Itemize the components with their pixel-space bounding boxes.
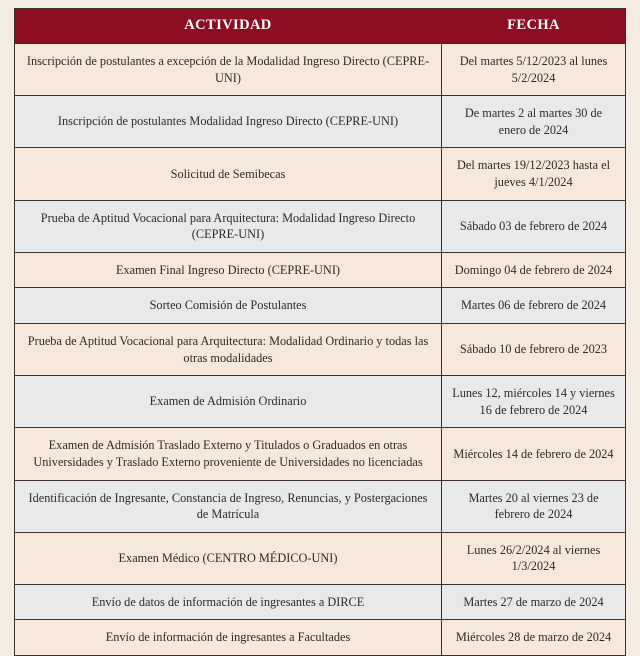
table-body bbox=[15, 44, 626, 656]
cell-date: Miércoles 28 de marzo de 2024 bbox=[442, 620, 626, 656]
table-row bbox=[15, 288, 626, 324]
cell-date: Martes 20 al viernes 23 de febrero de 2024 bbox=[442, 480, 626, 532]
table-row bbox=[15, 200, 626, 252]
cell-activity: Examen Final Ingreso Directo (CEPRE-UNI) bbox=[15, 252, 442, 288]
cell-activity: Envío de datos de información de ingresantes a DIRCE bbox=[15, 584, 442, 620]
cell-activity: Examen Médico (CENTRO MÉDICO-UNI) bbox=[15, 532, 442, 584]
cell-activity: Inscripción de postulantes a excepción de la Modalidad Ingreso Directo (CEPRE-UNI) bbox=[15, 44, 442, 96]
cell-activity: Inscripción de postulantes Modalidad Ingreso Directo (CEPRE-UNI) bbox=[15, 96, 442, 148]
cell-date: Sábado 10 de febrero de 2023 bbox=[442, 323, 626, 375]
cell-date: Del martes 19/12/2023 hasta el jueves 4/1/2024 bbox=[442, 148, 626, 200]
table-row bbox=[15, 376, 626, 428]
column-header-date: FECHA bbox=[442, 9, 626, 44]
table-header bbox=[15, 9, 626, 44]
cell-date: Martes 06 de febrero de 2024 bbox=[442, 288, 626, 324]
cell-date: Sábado 03 de febrero de 2024 bbox=[442, 200, 626, 252]
cell-date: Miércoles 14 de febrero de 2024 bbox=[442, 428, 626, 480]
admission-schedule-table bbox=[14, 8, 626, 656]
cell-activity: Envío de información de ingresantes a Facultades bbox=[15, 620, 442, 656]
cell-date: Del martes 5/12/2023 al lunes 5/2/2024 bbox=[442, 44, 626, 96]
cell-activity: Prueba de Aptitud Vocacional para Arquitectura: Modalidad Ordinario y todas las otras modalidades bbox=[15, 323, 442, 375]
cell-activity: Examen de Admisión Ordinario bbox=[15, 376, 442, 428]
cell-activity: Prueba de Aptitud Vocacional para Arquitectura: Modalidad Ingreso Directo (CEPRE-UNI) bbox=[15, 200, 442, 252]
table-row bbox=[15, 480, 626, 532]
cell-activity: Examen de Admisión Traslado Externo y Titulados o Graduados en otras Universidades y Traslado Externo proveniente de Universidades no licenciadas bbox=[15, 428, 442, 480]
table-row bbox=[15, 148, 626, 200]
cell-date: Lunes 26/2/2024 al viernes 1/3/2024 bbox=[442, 532, 626, 584]
table-row bbox=[15, 252, 626, 288]
table-header-row bbox=[15, 9, 626, 44]
table-row bbox=[15, 44, 626, 96]
column-header-activity: ACTIVIDAD bbox=[15, 9, 442, 44]
table-row bbox=[15, 532, 626, 584]
table-row bbox=[15, 428, 626, 480]
cell-date: De martes 2 al martes 30 de enero de 2024 bbox=[442, 96, 626, 148]
table-row bbox=[15, 584, 626, 620]
cell-activity: Solicitud de Semibecas bbox=[15, 148, 442, 200]
cell-activity: Identificación de Ingresante, Constancia de Ingreso, Renuncias, y Postergaciones de Matrícula bbox=[15, 480, 442, 532]
table-row bbox=[15, 620, 626, 656]
table-row bbox=[15, 96, 626, 148]
cell-date: Martes 27 de marzo de 2024 bbox=[442, 584, 626, 620]
table-row bbox=[15, 323, 626, 375]
cell-date: Lunes 12, miércoles 14 y viernes 16 de febrero de 2024 bbox=[442, 376, 626, 428]
cell-activity: Sorteo Comisión de Postulantes bbox=[15, 288, 442, 324]
cell-date: Domingo 04 de febrero de 2024 bbox=[442, 252, 626, 288]
